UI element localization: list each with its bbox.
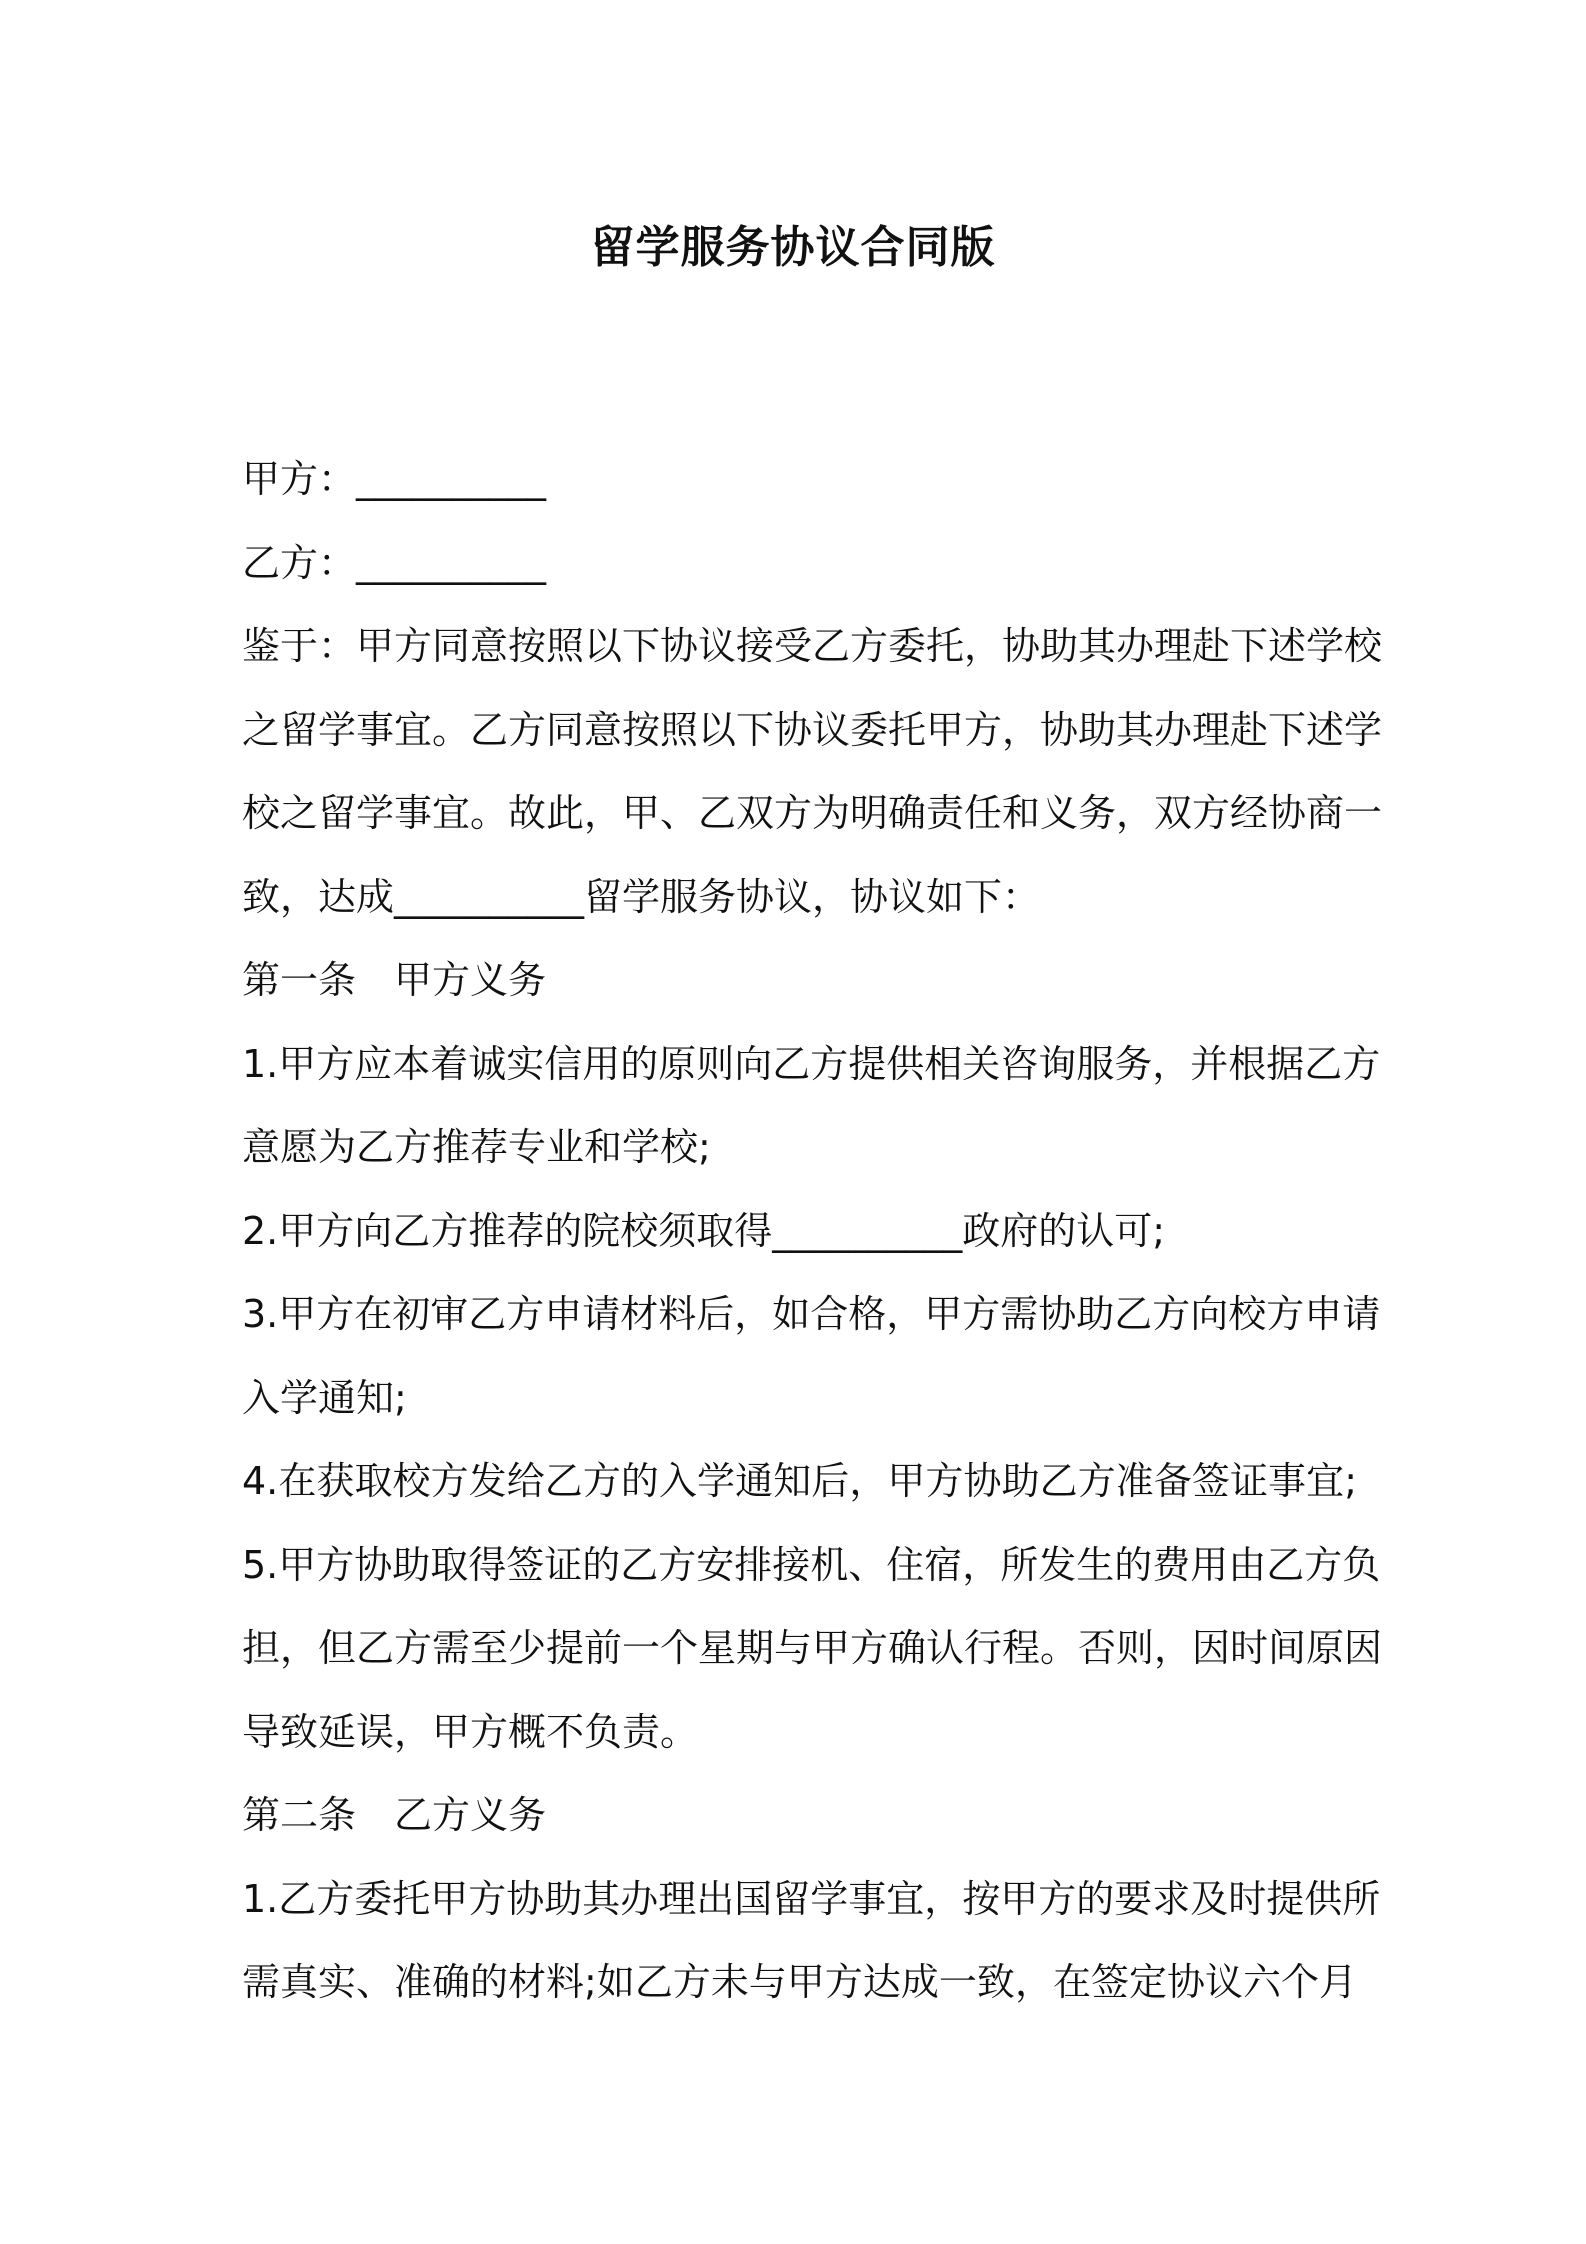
document-body bbox=[242, 438, 1383, 2025]
article-1-item-3: 入学通知; bbox=[242, 1375, 407, 1420]
article-1-item-5: 导致延误，甲方概不负责。 bbox=[242, 1709, 699, 1754]
article-1-item-5: 5.甲方协助取得签证的乙方安排接机、住宿，所发生的费用由乙方负 bbox=[242, 1542, 1381, 1587]
preamble-line: 校之留学事宜。故此，甲、乙双方为明确责任和义务，双方经协商一 bbox=[242, 791, 1383, 835]
article-1-item-3: 3.甲方在初审乙方申请材料后，如合格，甲方需协助乙方向校方申请 bbox=[242, 1292, 1381, 1336]
party-a-line: 甲方：__________ bbox=[242, 457, 547, 501]
article-1-item-1: 1.甲方应本着诚实信用的原则向乙方提供相关咨询服务，并根据乙方 bbox=[242, 1041, 1381, 1086]
article-1-heading: 第一条 甲方义务 bbox=[242, 958, 547, 1002]
party-b-line: 乙方：__________ bbox=[242, 540, 547, 585]
article-2-item-1: 1.乙方委托甲方协助其办理出国留学事宜，按甲方的要求及时提供所 bbox=[242, 1876, 1381, 1921]
article-1-item-1: 意愿为乙方推荐专业和学校; bbox=[242, 1125, 711, 1169]
article-1-item-5: 担，但乙方需至少提前一个星期与甲方确认行程。否则，因时间原因 bbox=[242, 1626, 1383, 1670]
preamble-line: 之留学事宜。乙方同意按照以下协议委托甲方，协助其办理赴下述学 bbox=[242, 707, 1383, 752]
preamble-line: 鉴于：甲方同意按照以下协议接受乙方委托，协助其办理赴下述学校 bbox=[242, 624, 1383, 668]
article-1-item-2: 2.甲方向乙方推荐的院校须取得__________政府的认可; bbox=[242, 1208, 1166, 1253]
document-title: 留学服务协议合同版 bbox=[590, 222, 996, 273]
article-2-heading: 第二条 乙方义务 bbox=[242, 1793, 547, 1837]
article-2-item-1: 需真实、准确的材料;如乙方未与甲方达成一致，在签定协议六个月 bbox=[242, 1960, 1357, 2004]
preamble-line: 致，达成__________留学服务协议，协议如下： bbox=[242, 874, 1041, 919]
article-1-item-4: 4.在获取校方发给乙方的入学通知后，甲方协助乙方准备签证事宜; bbox=[242, 1459, 1357, 1503]
